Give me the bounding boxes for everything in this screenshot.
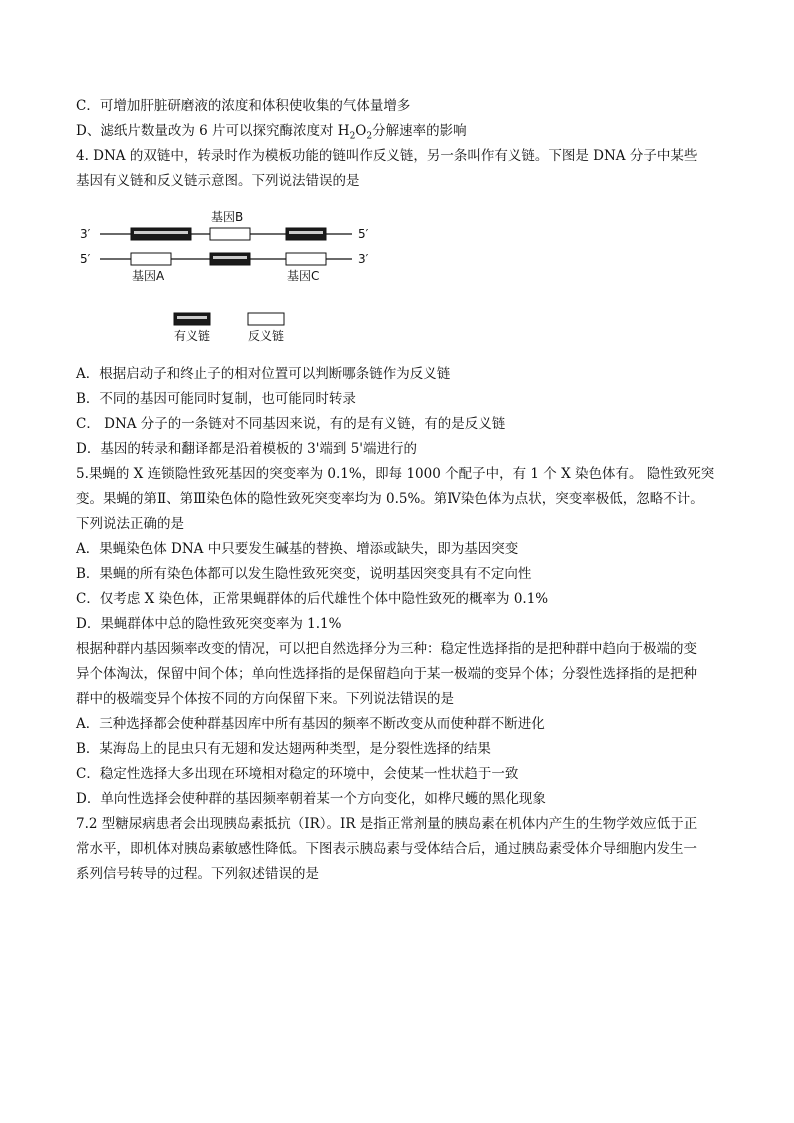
dna-strand-diagram (76, 203, 396, 353)
q6-option-b: B．某海岛上的昆虫只有无翅和发达翅两种类型，是分裂性选择的结果 (76, 741, 491, 757)
q3-option-d (76, 122, 467, 146)
q4-stem-line-2: 基因有义链和反义链示意图。下列说法错误的是 (76, 173, 360, 189)
q5-stem-line-2: 变。果蝇的第Ⅱ、第Ⅲ染色体的隐性致死突变率均为 0.5%。第Ⅳ染色体为点状，突变率极低，忽略不计。 (76, 491, 704, 507)
q4-option-d: D．基因的转录和翻译都是沿着模板的 3'端到 5'端进行的 (76, 441, 418, 457)
q3-option-d-sub-2: 2 (366, 131, 373, 142)
legend-antisense-label: 反义链 (248, 329, 285, 343)
legend-sense-highlight (177, 316, 207, 319)
legend-antisense-swatch (248, 313, 284, 325)
q4-option-b: B．不同的基因可能同时复制，也可能同时转录 (76, 391, 356, 407)
gene-b-label: 基因B (211, 210, 244, 224)
gene-a-label: 基因A (132, 269, 165, 283)
bottom-sense-highlight (213, 256, 247, 259)
q3-option-d-text-1: D、滤纸片数量改为 6 片可以探究酶浓度对 H (76, 123, 350, 139)
gene-c-label: 基因C (287, 269, 320, 283)
q5-option-c: C．仅考虑 X 染色体，正常果蝇群体的后代雄性个体中隐性致死的概率为 0.1% (76, 591, 549, 607)
q6-stem-line-2: 异个体淘汰，保留中间个体；单向性选择指的是保留趋向于某一极端的变异个体；分裂性选择指的是把种 (76, 666, 697, 682)
gene-a-antisense-box (131, 253, 171, 265)
q7-stem-line-1: 7.2 型糖尿病患者会出现胰岛素抵抗（IR）。IR 是指正常剂量的胰岛素在机体内产生的生物学效应低于正 (76, 816, 698, 832)
q5-option-a: A．果蝇染色体 DNA 中只要发生碱基的替换、增添或缺失，即为基因突变 (76, 541, 519, 557)
q6-option-d: D．单向性选择会使种群的基因频率朝着某一个方向变化，如桦尺蠖的黑化现象 (76, 791, 546, 807)
q4-option-c: C． DNA 分子的一条链对不同基因来说，有的是有义链，有的是反义链 (76, 416, 506, 432)
q5-stem-line-3: 下列说法正确的是 (76, 516, 184, 532)
top-sense-highlight-2 (289, 231, 323, 234)
bottom-strand-right-end: 3′ (358, 252, 369, 266)
q5-option-d: D．果蝇群体中总的隐性致死突变率为 1.1% (76, 616, 342, 632)
q5-stem-line-1: 5.果蝇的 X 连锁隐性致死基因的突变率为 0.1%，即每 1000 个配子中，有 1 个 X 染色体有。 隐性致死突 (76, 466, 715, 482)
top-sense-highlight-1 (134, 231, 188, 234)
q3-option-d-sub-1: 2 (349, 131, 356, 142)
q7-stem-line-3: 系列信号转导的过程。下列叙述错误的是 (76, 866, 319, 882)
q3-option-c: C．可增加肝脏研磨液的浓度和体积使收集的气体量增多 (76, 98, 411, 114)
gene-c-antisense-box (286, 253, 326, 265)
top-strand-left-end: 3′ (80, 227, 91, 241)
q3-option-d-text-3: 分解速率的影响 (372, 123, 467, 139)
q6-stem-line-3: 群中的极端变异个体按不同的方向保留下来。下列说法错误的是 (76, 691, 454, 707)
legend-sense-label: 有义链 (174, 329, 211, 343)
q6-option-c: C．稳定性选择大多出现在环境相对稳定的环境中，会使某一性状趋于一致 (76, 766, 519, 782)
top-strand-right-end: 5′ (358, 227, 369, 241)
q3-option-d-text-2: O (355, 123, 367, 139)
q4-option-a: A．根据启动子和终止子的相对位置可以判断哪条链作为反义链 (76, 366, 451, 382)
q6-stem-line-1: 根据种群内基因频率改变的情况，可以把自然选择分为三种：稳定性选择指的是把种群中趋向于极端的变 (76, 641, 697, 657)
q6-option-a: A．三种选择都会使种群基因库中所有基因的频率不断改变从而使种群不断进化 (76, 716, 545, 732)
gene-b-antisense-box (210, 228, 250, 240)
bottom-strand-left-end: 5′ (80, 252, 91, 266)
q7-stem-line-2: 常水平，即机体对胰岛素敏感性降低。下图表示胰岛素与受体结合后，通过胰岛素受体介导细胞内发生一 (76, 841, 697, 857)
q4-stem-line-1: 4. DNA 的双链中，转录时作为模板功能的链叫作反义链，另一条叫作有义链。下图是 DNA 分子中某些 (76, 148, 698, 164)
q5-option-b: B．果蝇的所有染色体都可以发生隐性致死突变，说明基因突变具有不定向性 (76, 566, 532, 582)
